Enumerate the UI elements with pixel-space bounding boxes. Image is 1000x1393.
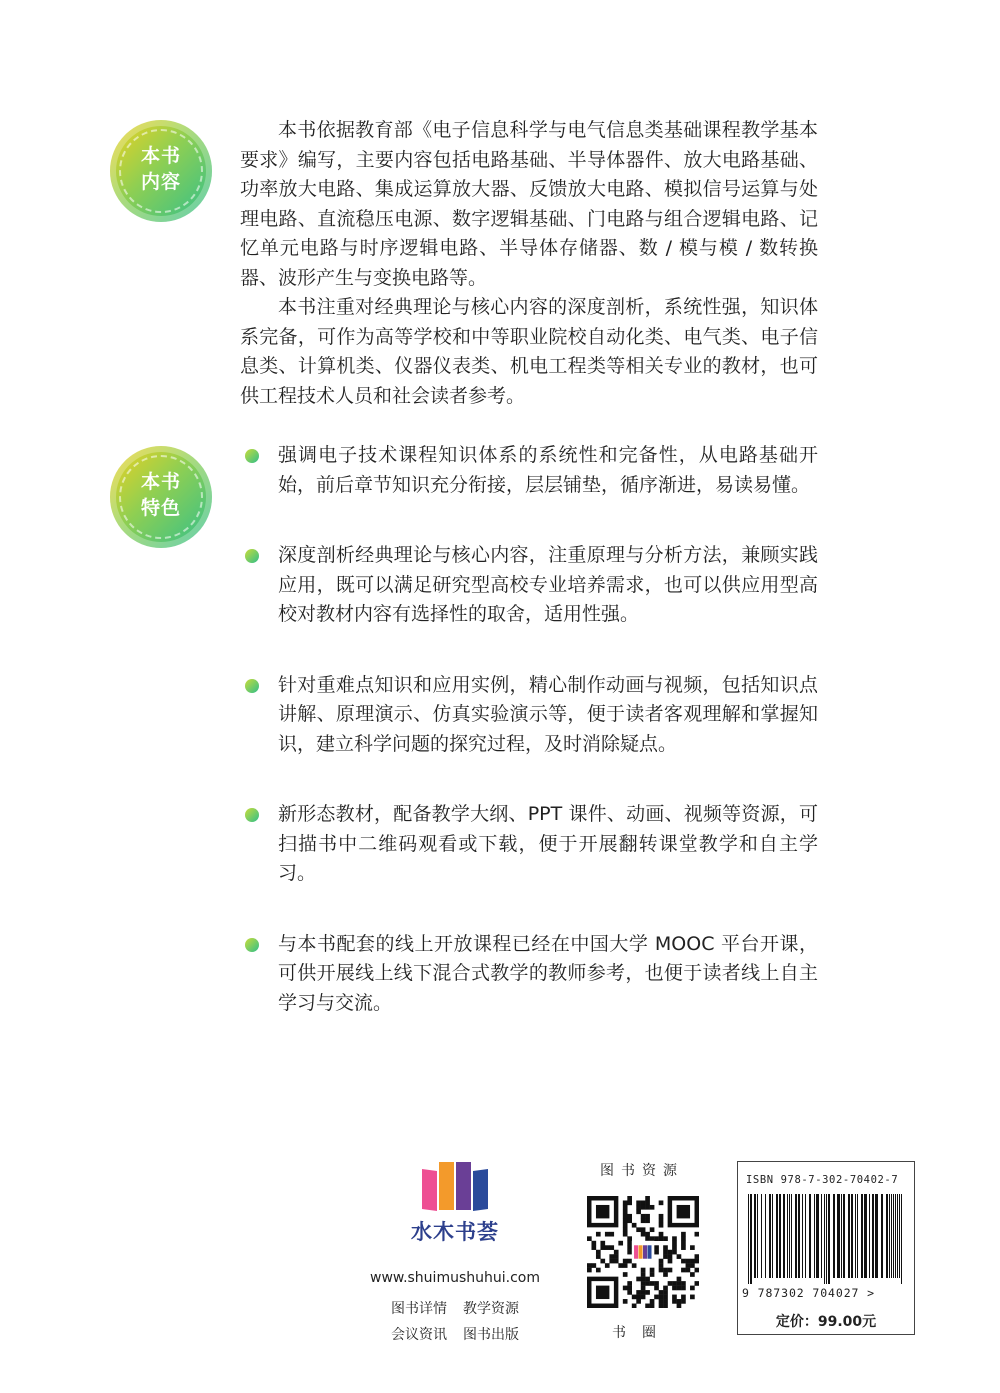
publisher-block <box>360 1160 550 1348</box>
intro-paragraph-1: 本书依据教育部《电子信息科学与电气信息类基础课程教学基本要求》编写，主要内容包括电路基础、半导体器件、放大电路基础、功率放大电路、集成运算放大器、反馈放大电路、模拟信号运算与处理电路、直流稳压电源、数字逻辑基础、门电路与组合逻辑电路、记忆单元电路与时序逻辑电路、半导体存储器、数 / 模与模 / 数转换器、波形产生与变换电路等。 <box>240 119 818 289</box>
link-conference-news: 会议资讯 <box>391 1327 447 1343</box>
badge-content-line2: 内容 <box>140 171 181 193</box>
bullet-dot-icon <box>245 449 259 463</box>
intro-paragraph-2: 本书注重对经典理论与核心内容的深度剖析，系统性强，知识体系完备，可作为高等学校和中等职业院校自动化类、电气类、电子信息类、计算机类、仪器仪表类、机电工程类等相关专业的教材，也可供工程技术人员和社会读者参考。 <box>240 296 818 407</box>
badge-features-line2: 特色 <box>140 497 181 519</box>
intro-section <box>240 116 818 411</box>
publisher-brand: 水木书荟 <box>411 1219 499 1244</box>
link-book-details: 图书详情 <box>391 1301 447 1317</box>
barcode-digits: 9 787302 704027 > <box>742 1286 876 1300</box>
qr-code-icon[interactable] <box>587 1196 699 1308</box>
badge-book-content <box>110 120 212 222</box>
badge-features-line1: 本书 <box>140 471 181 493</box>
bullet-dot-icon <box>245 679 259 693</box>
badge-book-features <box>110 446 212 548</box>
feature-item: 与本书配套的线上开放课程已经在中国大学 MOOC 平台开课，可供开展线上线下混合式教学的教师参考，也便于读者线上自主学习与交流。 <box>240 930 818 1019</box>
bullet-dot-icon <box>245 808 259 822</box>
link-book-publishing: 图书出版 <box>463 1327 519 1343</box>
barcode-icon <box>748 1194 905 1284</box>
feature-item: 深度剖析经典理论与核心内容，注重原理与分析方法，兼顾实践应用，既可以满足研究型高校专业培养需求，也可以供应用型高校对教材内容有选择性的取舍，适用性强。 <box>240 541 818 630</box>
isbn-box <box>737 1161 915 1335</box>
bullet-dot-icon <box>245 938 259 952</box>
publisher-url[interactable]: www.shuimushuhui.com <box>370 1270 540 1286</box>
features-list <box>240 441 818 1059</box>
feature-item: 新形态教材，配备教学大纲、PPT 课件、动画、视频等资源，可扫描书中二维码观看或下载，便于开展翻转课堂教学和自主学习。 <box>240 800 818 889</box>
price-label: 定价：99.00元 <box>775 1314 877 1330</box>
isbn-number: ISBN 978-7-302-70402-7 <box>746 1174 899 1186</box>
badge-content-line1: 本书 <box>140 145 181 167</box>
link-teaching-resources: 教学资源 <box>463 1301 519 1317</box>
feature-item: 针对重难点知识和应用实例，精心制作动画与视频，包括知识点讲解、原理演示、仿真实验演示等，便于读者客观理解和掌握知识，建立科学问题的探究过程，及时消除疑点。 <box>240 671 818 760</box>
publisher-logo-icon <box>420 1160 490 1210</box>
qr-title: 图书资源 <box>600 1163 684 1179</box>
bullet-dot-icon <box>245 549 259 563</box>
qr-caption: 书圈 <box>612 1325 672 1341</box>
feature-item: 强调电子技术课程知识体系的系统性和完备性，从电路基础开始，前后章节知识充分衔接，层层铺垫，循序渐进，易读易懂。 <box>240 441 818 500</box>
publisher-links <box>360 1296 550 1348</box>
